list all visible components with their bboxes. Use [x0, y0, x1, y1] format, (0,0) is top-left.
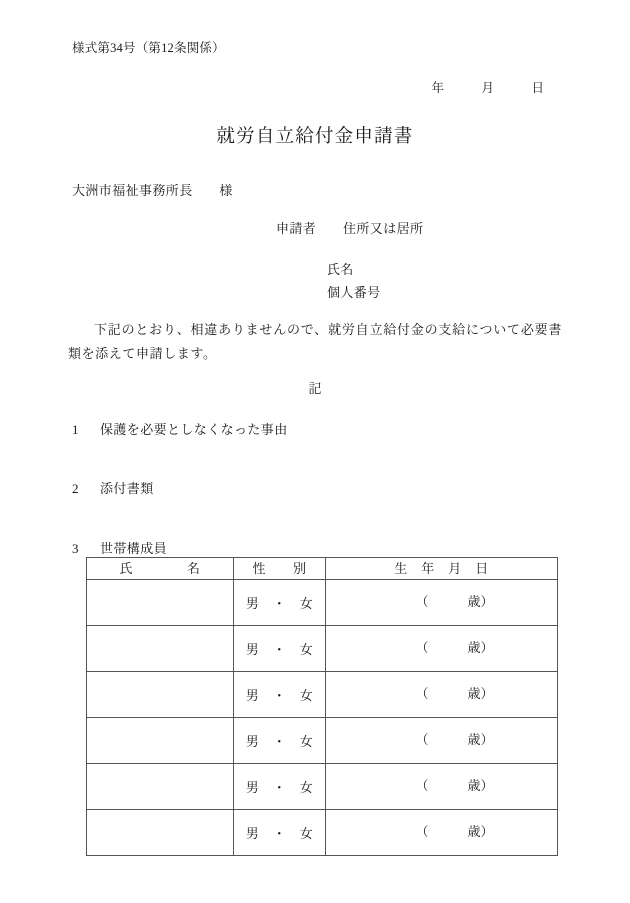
age-placeholder: （ 歳） — [415, 639, 494, 655]
cell-gender-choice[interactable]: 男 ・ 女 — [234, 718, 326, 764]
applicant-my-number-label: 個人番号 — [327, 285, 381, 300]
cell-gender-choice[interactable]: 男 ・ 女 — [234, 672, 326, 718]
section-number: 3 — [72, 541, 79, 556]
section-label: 世帯構成員 — [100, 541, 168, 556]
form-number: 様式第34号（第12条関係） — [72, 41, 225, 55]
cell-gender-choice[interactable]: 男 ・ 女 — [234, 580, 326, 626]
section-label: 添付書類 — [100, 481, 154, 496]
cell-name-input[interactable] — [87, 626, 234, 672]
table-row — [87, 580, 558, 626]
age-placeholder: （ 歳） — [415, 731, 494, 747]
column-header-name: 氏 名 — [87, 558, 234, 580]
table-row — [87, 626, 558, 672]
age-placeholder: （ 歳） — [415, 823, 494, 839]
ki-mark: 記 — [308, 381, 322, 396]
cell-name-input[interactable] — [87, 764, 234, 810]
age-placeholder: （ 歳） — [415, 593, 494, 609]
age-placeholder: （ 歳） — [415, 685, 494, 701]
section-label: 保護を必要としなくなった事由 — [100, 422, 288, 437]
section-number: 1 — [72, 422, 79, 437]
cell-name-input[interactable] — [87, 718, 234, 764]
cell-birthdate-input[interactable] — [326, 810, 558, 856]
cell-name-input[interactable] — [87, 810, 234, 856]
column-header-gender: 性 別 — [234, 558, 326, 580]
applicant-name-label: 氏名 — [327, 262, 354, 277]
addressee-line: 大洲市福祉事務所長 様 — [72, 183, 233, 198]
cell-birthdate-input[interactable] — [326, 626, 558, 672]
table-row — [87, 810, 558, 856]
age-placeholder: （ 歳） — [415, 777, 494, 793]
table-row — [87, 764, 558, 810]
date-line: 年 月 日 — [431, 81, 544, 95]
declaration-paragraph: 下記のとおり、相違ありませんので、就労自立給付金の支給について必要書類を添えて申請します。 — [68, 322, 562, 361]
section-household-members — [72, 538, 167, 557]
cell-birthdate-input[interactable] — [326, 718, 558, 764]
cell-gender-choice[interactable]: 男 ・ 女 — [234, 626, 326, 672]
table-header-row — [87, 558, 558, 580]
section-reason — [72, 419, 288, 438]
cell-gender-choice[interactable]: 男 ・ 女 — [234, 764, 326, 810]
column-header-birthdate: 生 年 月 日 — [326, 558, 558, 580]
household-members-table — [86, 557, 558, 856]
section-attachments — [72, 478, 154, 497]
cell-name-input[interactable] — [87, 580, 234, 626]
page-title: 就労自立給付金申請書 — [216, 127, 414, 147]
table-row — [87, 672, 558, 718]
cell-name-input[interactable] — [87, 672, 234, 718]
cell-gender-choice[interactable]: 男 ・ 女 — [234, 810, 326, 856]
applicant-address-label: 申請者 住所又は居所 — [276, 221, 424, 236]
cell-birthdate-input[interactable] — [326, 580, 558, 626]
table-row — [87, 718, 558, 764]
section-number: 2 — [72, 481, 79, 496]
cell-birthdate-input[interactable] — [326, 764, 558, 810]
cell-birthdate-input[interactable] — [326, 672, 558, 718]
